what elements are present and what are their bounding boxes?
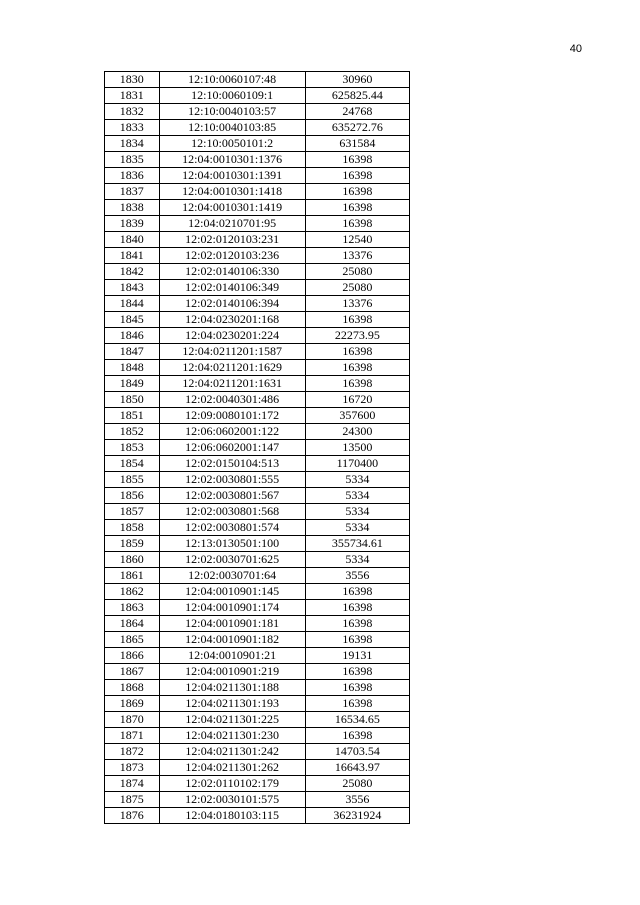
row-number-cell: 1841 xyxy=(105,248,160,264)
table-row xyxy=(105,312,410,328)
table-row xyxy=(105,104,410,120)
value-cell: 16398 xyxy=(305,616,409,632)
cadastral-number-cell: 12:04:0010301:1376 xyxy=(159,152,305,168)
cadastral-number-cell: 12:04:0010901:219 xyxy=(159,664,305,680)
row-number-cell: 1868 xyxy=(105,680,160,696)
cadastral-number-cell: 12:02:0120103:231 xyxy=(159,232,305,248)
cadastral-number-cell: 12:02:0030801:555 xyxy=(159,472,305,488)
table-row xyxy=(105,552,410,568)
value-cell: 13376 xyxy=(305,248,409,264)
value-cell: 16398 xyxy=(305,344,409,360)
row-number-cell: 1863 xyxy=(105,600,160,616)
row-number-cell: 1842 xyxy=(105,264,160,280)
row-number-cell: 1855 xyxy=(105,472,160,488)
value-cell: 36231924 xyxy=(305,808,409,824)
cadastral-number-cell: 12:10:0060107:48 xyxy=(159,72,305,88)
cadastral-number-cell: 12:04:0010901:181 xyxy=(159,616,305,632)
value-cell: 19131 xyxy=(305,648,409,664)
data-table xyxy=(104,71,410,824)
cadastral-number-cell: 12:04:0010901:21 xyxy=(159,648,305,664)
table-row xyxy=(105,184,410,200)
cadastral-number-cell: 12:02:0140106:330 xyxy=(159,264,305,280)
cadastral-number-cell: 12:02:0140106:394 xyxy=(159,296,305,312)
cadastral-number-cell: 12:06:0602001:147 xyxy=(159,440,305,456)
row-number-cell: 1830 xyxy=(105,72,160,88)
cadastral-number-cell: 12:10:0050101:2 xyxy=(159,136,305,152)
value-cell: 25080 xyxy=(305,280,409,296)
cadastral-number-cell: 12:04:0010901:145 xyxy=(159,584,305,600)
cadastral-number-cell: 12:02:0030101:575 xyxy=(159,792,305,808)
cadastral-number-cell: 12:04:0010301:1419 xyxy=(159,200,305,216)
cadastral-number-cell: 12:04:0211201:1631 xyxy=(159,376,305,392)
value-cell: 355734.61 xyxy=(305,536,409,552)
table-row xyxy=(105,616,410,632)
table-row xyxy=(105,728,410,744)
cadastral-number-cell: 12:04:0211201:1587 xyxy=(159,344,305,360)
value-cell: 5334 xyxy=(305,472,409,488)
value-cell: 16398 xyxy=(305,696,409,712)
cadastral-number-cell: 12:04:0211201:1629 xyxy=(159,360,305,376)
cadastral-number-cell: 12:02:0150104:513 xyxy=(159,456,305,472)
table-row xyxy=(105,88,410,104)
cadastral-number-cell: 12:04:0010901:182 xyxy=(159,632,305,648)
value-cell: 22273.95 xyxy=(305,328,409,344)
table-row xyxy=(105,712,410,728)
row-number-cell: 1862 xyxy=(105,584,160,600)
cadastral-number-cell: 12:04:0211301:262 xyxy=(159,760,305,776)
cadastral-number-cell: 12:13:0130501:100 xyxy=(159,536,305,552)
row-number-cell: 1872 xyxy=(105,744,160,760)
row-number-cell: 1847 xyxy=(105,344,160,360)
value-cell: 16398 xyxy=(305,664,409,680)
value-cell: 25080 xyxy=(305,264,409,280)
table-row xyxy=(105,200,410,216)
value-cell: 5334 xyxy=(305,552,409,568)
row-number-cell: 1837 xyxy=(105,184,160,200)
value-cell: 16398 xyxy=(305,152,409,168)
value-cell: 631584 xyxy=(305,136,409,152)
cadastral-number-cell: 12:04:0230201:168 xyxy=(159,312,305,328)
cadastral-number-cell: 12:04:0211301:188 xyxy=(159,680,305,696)
value-cell: 625825.44 xyxy=(305,88,409,104)
row-number-cell: 1832 xyxy=(105,104,160,120)
row-number-cell: 1838 xyxy=(105,200,160,216)
table-row xyxy=(105,296,410,312)
value-cell: 12540 xyxy=(305,232,409,248)
value-cell: 16643.97 xyxy=(305,760,409,776)
value-cell: 16398 xyxy=(305,360,409,376)
row-number-cell: 1854 xyxy=(105,456,160,472)
table-row xyxy=(105,408,410,424)
table-row xyxy=(105,472,410,488)
cadastral-number-cell: 12:02:0110102:179 xyxy=(159,776,305,792)
table-row xyxy=(105,280,410,296)
cadastral-number-cell: 12:02:0030701:64 xyxy=(159,568,305,584)
table-row xyxy=(105,536,410,552)
table-row xyxy=(105,72,410,88)
cadastral-number-cell: 12:02:0030801:574 xyxy=(159,520,305,536)
row-number-cell: 1861 xyxy=(105,568,160,584)
cadastral-number-cell: 12:10:0040103:57 xyxy=(159,104,305,120)
row-number-cell: 1833 xyxy=(105,120,160,136)
row-number-cell: 1869 xyxy=(105,696,160,712)
table-row xyxy=(105,136,410,152)
value-cell: 25080 xyxy=(305,776,409,792)
cadastral-number-cell: 12:04:0211301:225 xyxy=(159,712,305,728)
row-number-cell: 1876 xyxy=(105,808,160,824)
table-row xyxy=(105,680,410,696)
value-cell: 5334 xyxy=(305,488,409,504)
value-cell: 24768 xyxy=(305,104,409,120)
value-cell: 16398 xyxy=(305,184,409,200)
page-number: 40 xyxy=(569,43,582,55)
table-row xyxy=(105,152,410,168)
value-cell: 16398 xyxy=(305,216,409,232)
table-body xyxy=(105,72,410,824)
row-number-cell: 1875 xyxy=(105,792,160,808)
cadastral-number-cell: 12:02:0030801:568 xyxy=(159,504,305,520)
value-cell: 16398 xyxy=(305,680,409,696)
value-cell: 16398 xyxy=(305,376,409,392)
row-number-cell: 1834 xyxy=(105,136,160,152)
value-cell: 30960 xyxy=(305,72,409,88)
row-number-cell: 1851 xyxy=(105,408,160,424)
value-cell: 14703.54 xyxy=(305,744,409,760)
value-cell: 16534.65 xyxy=(305,712,409,728)
table-row xyxy=(105,440,410,456)
row-number-cell: 1853 xyxy=(105,440,160,456)
cadastral-number-cell: 12:02:0120103:236 xyxy=(159,248,305,264)
cadastral-number-cell: 12:09:0080101:172 xyxy=(159,408,305,424)
value-cell: 5334 xyxy=(305,504,409,520)
value-cell: 16398 xyxy=(305,728,409,744)
table-row xyxy=(105,648,410,664)
value-cell: 5334 xyxy=(305,520,409,536)
cadastral-number-cell: 12:02:0030801:567 xyxy=(159,488,305,504)
value-cell: 16398 xyxy=(305,600,409,616)
cadastral-number-cell: 12:04:0010301:1418 xyxy=(159,184,305,200)
cadastral-number-cell: 12:10:0040103:85 xyxy=(159,120,305,136)
value-cell: 16398 xyxy=(305,200,409,216)
table-row xyxy=(105,232,410,248)
table-row xyxy=(105,584,410,600)
table-row xyxy=(105,696,410,712)
table-row xyxy=(105,264,410,280)
row-number-cell: 1836 xyxy=(105,168,160,184)
value-cell: 13500 xyxy=(305,440,409,456)
table-row xyxy=(105,360,410,376)
cadastral-number-cell: 12:04:0211301:193 xyxy=(159,696,305,712)
cadastral-number-cell: 12:04:0230201:224 xyxy=(159,328,305,344)
cadastral-number-cell: 12:10:0060109:1 xyxy=(159,88,305,104)
cadastral-number-cell: 12:02:0030701:625 xyxy=(159,552,305,568)
cadastral-number-cell: 12:04:0180103:115 xyxy=(159,808,305,824)
cadastral-number-cell: 12:04:0211301:242 xyxy=(159,744,305,760)
table-row xyxy=(105,456,410,472)
table-row xyxy=(105,376,410,392)
cadastral-number-cell: 12:04:0010301:1391 xyxy=(159,168,305,184)
row-number-cell: 1873 xyxy=(105,760,160,776)
table-row xyxy=(105,424,410,440)
table-row xyxy=(105,248,410,264)
table-row xyxy=(105,392,410,408)
row-number-cell: 1856 xyxy=(105,488,160,504)
row-number-cell: 1835 xyxy=(105,152,160,168)
table-row xyxy=(105,808,410,824)
table-row xyxy=(105,744,410,760)
table-row xyxy=(105,760,410,776)
row-number-cell: 1840 xyxy=(105,232,160,248)
row-number-cell: 1866 xyxy=(105,648,160,664)
row-number-cell: 1871 xyxy=(105,728,160,744)
value-cell: 3556 xyxy=(305,792,409,808)
table-row xyxy=(105,792,410,808)
row-number-cell: 1857 xyxy=(105,504,160,520)
value-cell: 16720 xyxy=(305,392,409,408)
value-cell: 357600 xyxy=(305,408,409,424)
table-row xyxy=(105,776,410,792)
table-row xyxy=(105,664,410,680)
table-row xyxy=(105,344,410,360)
cadastral-number-cell: 12:02:0140106:349 xyxy=(159,280,305,296)
row-number-cell: 1865 xyxy=(105,632,160,648)
row-number-cell: 1844 xyxy=(105,296,160,312)
row-number-cell: 1859 xyxy=(105,536,160,552)
cadastral-number-cell: 12:04:0211301:230 xyxy=(159,728,305,744)
table-row xyxy=(105,168,410,184)
value-cell: 13376 xyxy=(305,296,409,312)
value-cell: 3556 xyxy=(305,568,409,584)
value-cell: 635272.76 xyxy=(305,120,409,136)
row-number-cell: 1867 xyxy=(105,664,160,680)
table-row xyxy=(105,632,410,648)
row-number-cell: 1845 xyxy=(105,312,160,328)
row-number-cell: 1852 xyxy=(105,424,160,440)
cadastral-number-cell: 12:06:0602001:122 xyxy=(159,424,305,440)
row-number-cell: 1848 xyxy=(105,360,160,376)
table-row xyxy=(105,328,410,344)
table-row xyxy=(105,488,410,504)
cadastral-number-cell: 12:04:0010901:174 xyxy=(159,600,305,616)
table-row xyxy=(105,504,410,520)
table-row xyxy=(105,216,410,232)
row-number-cell: 1860 xyxy=(105,552,160,568)
cadastral-number-cell: 12:02:0040301:486 xyxy=(159,392,305,408)
row-number-cell: 1843 xyxy=(105,280,160,296)
cadastral-number-cell: 12:04:0210701:95 xyxy=(159,216,305,232)
row-number-cell: 1831 xyxy=(105,88,160,104)
value-cell: 16398 xyxy=(305,168,409,184)
row-number-cell: 1858 xyxy=(105,520,160,536)
row-number-cell: 1846 xyxy=(105,328,160,344)
value-cell: 1170400 xyxy=(305,456,409,472)
row-number-cell: 1874 xyxy=(105,776,160,792)
row-number-cell: 1864 xyxy=(105,616,160,632)
table-row xyxy=(105,600,410,616)
row-number-cell: 1839 xyxy=(105,216,160,232)
row-number-cell: 1870 xyxy=(105,712,160,728)
value-cell: 16398 xyxy=(305,632,409,648)
row-number-cell: 1850 xyxy=(105,392,160,408)
table-row xyxy=(105,520,410,536)
value-cell: 16398 xyxy=(305,312,409,328)
value-cell: 24300 xyxy=(305,424,409,440)
value-cell: 16398 xyxy=(305,584,409,600)
table-row xyxy=(105,568,410,584)
row-number-cell: 1849 xyxy=(105,376,160,392)
table-row xyxy=(105,120,410,136)
